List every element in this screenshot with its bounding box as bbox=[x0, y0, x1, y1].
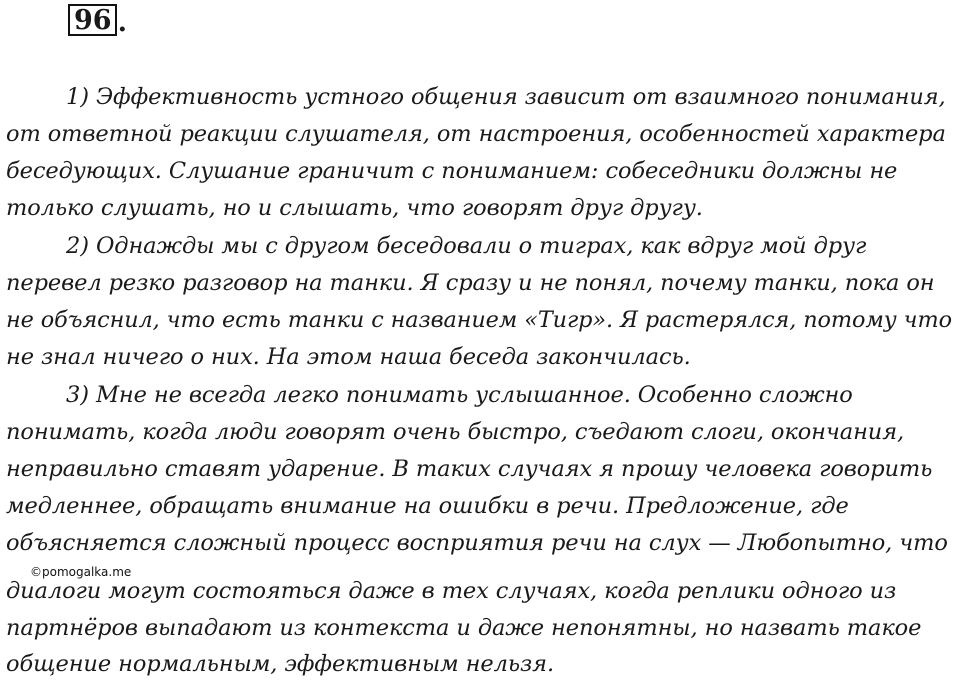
paragraph-2-line-1: 2) Однажды мы с другом беседовали о тиграх, как вдруг мой друг bbox=[66, 233, 867, 259]
paragraph-1-line-1: 1) Эффективность устного общения зависит от взаимного понимания, bbox=[66, 84, 946, 110]
exercise-number-box: 96 bbox=[68, 4, 117, 36]
paragraph-2-line-3: не объяснил, что есть танки с названием «Тигр». Я растерялся, потому что bbox=[6, 307, 952, 333]
paragraph-3-line-5: объясняется сложный процесс восприятия речи на слух — Любопытно, что bbox=[6, 530, 948, 556]
paragraph-2-line-2: перевел резко разговор на танки. Я сразу и не понял, почему танки, пока он bbox=[6, 270, 935, 296]
watermark-text: ©pomogalka.me bbox=[30, 565, 132, 579]
paragraph-1-line-4: только слушать, но и слышать, что говорят друг другу. bbox=[6, 195, 703, 221]
paragraph-3-line-8: общение нормальным, эффективным нельзя. bbox=[6, 651, 554, 677]
paragraph-3-line-7: партнёров выпадают из контекста и даже непонятны, но назвать такое bbox=[6, 615, 922, 641]
paragraph-3-line-6: диалоги могут состояться даже в тех случаях, когда реплики одного из bbox=[6, 578, 897, 604]
paragraph-3-line-3: неправильно ставят ударение. В таких случаях я прошу человека говорить bbox=[6, 456, 933, 482]
exercise-number-dot: . bbox=[117, 7, 127, 38]
paragraph-3-line-2: понимать, когда люди говорят очень быстро, съедают слоги, окончания, bbox=[6, 419, 905, 445]
paragraph-3-line-1: 3) Мне не всегда легко понимать услышанное. Особенно сложно bbox=[66, 382, 853, 408]
paragraph-3-line-4: медленнее, обращать внимание на ошибки в речи. Предложение, где bbox=[6, 493, 849, 519]
paragraph-2-line-4: не знал ничего о них. На этом наша беседа закончилась. bbox=[6, 344, 691, 370]
paragraph-1-line-2: от ответной реакции слушателя, от настроения, особенностей характера bbox=[6, 121, 946, 147]
exercise-number bbox=[68, 4, 127, 36]
paragraph-1-line-3: беседующих. Слушание граничит с пониманием: собеседники должны не bbox=[6, 158, 898, 184]
